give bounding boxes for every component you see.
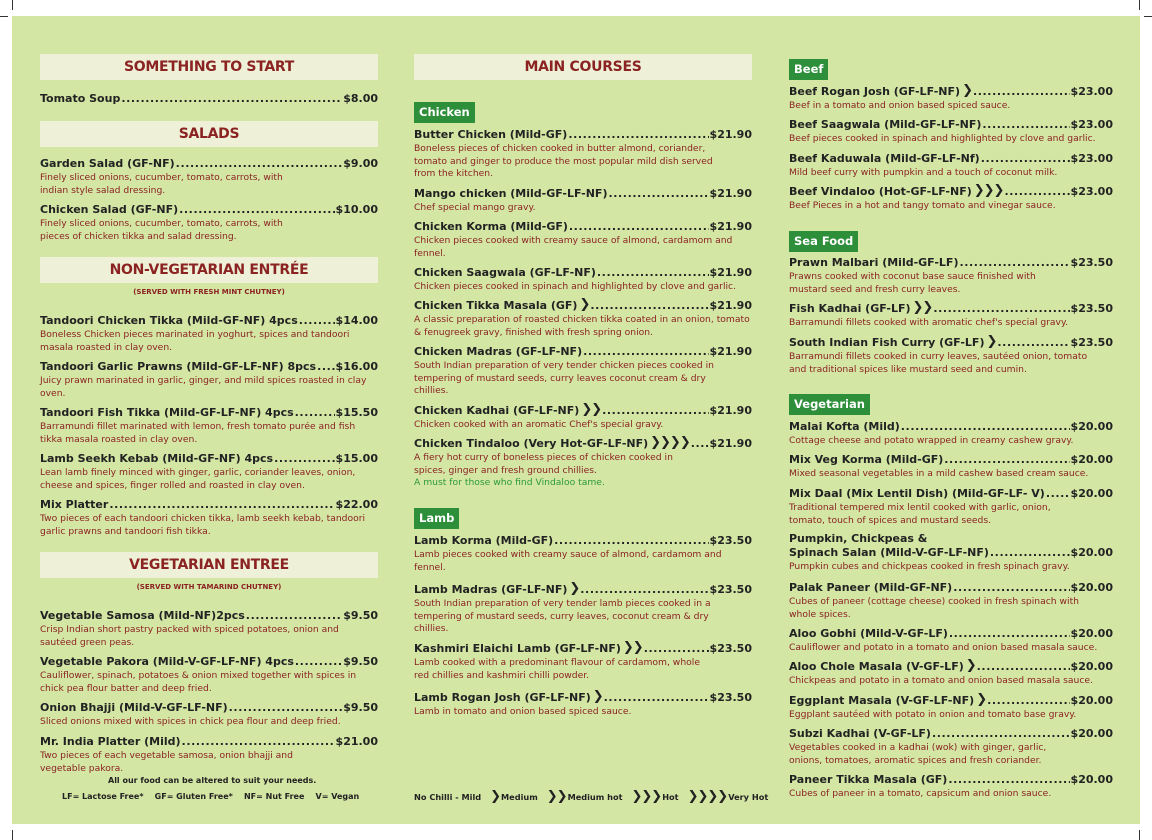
crop-mark: [1139, 0, 1140, 10]
item-description: Cauliflower and potato in a tomato and onion based masala sauce.: [789, 642, 1098, 653]
item-price: $20.00: [1070, 453, 1113, 466]
item-description: Mixed seasonal vegetables in a mild cashew based cream sauce.: [789, 468, 1089, 479]
menu-item-chicken-madras: [414, 345, 752, 398]
item-name: Spinach Salan (Mild-V-GF-LF-NF): [789, 546, 989, 559]
item-name: Butter Chicken (Mild-GF): [414, 128, 568, 141]
item-name: Chicken Korma (Mild-GF): [414, 220, 568, 233]
item-price: $16.00: [335, 360, 378, 373]
menu-item-seekh-kebab: [40, 452, 378, 492]
item-description: South Indian preparation of very tender lamb pieces cooked in a tempering of mustard seeds, curry leaves, coconut cream & dry chillies.: [414, 598, 711, 634]
item-price: $20.00: [1070, 627, 1113, 640]
item-description: Mild beef curry with pumpkin and a touch of coconut milk.: [789, 167, 1058, 178]
item-price: $9.50: [343, 701, 378, 714]
menu-item-chicken-saagwala: [414, 266, 752, 294]
item-price: $23.50: [1070, 336, 1113, 349]
item-name: Palak Paneer (Mild-GF-NF): [789, 581, 953, 594]
item-name: Vegetable Pakora (Mild-V-GF-LF-NF) 4pcs: [40, 655, 294, 668]
menu-item-fish-kadhai: [789, 302, 1113, 330]
item-description: Chicken cooked with an aromatic Chef's special gravy.: [414, 419, 664, 430]
item-price: $23.50: [709, 534, 752, 547]
menu-item-malai-kofta: [789, 420, 1113, 448]
item-name: Chicken Salad (GF-NF): [40, 203, 179, 216]
item-name: Beef Rogan Josh (GF-LF-NF): [789, 85, 961, 98]
item-name: Mango chicken (Mild-GF-LF-NF): [414, 187, 608, 200]
menu-item-lamb-rogan-josh: [414, 691, 752, 719]
chili-icon: ❯: [569, 581, 580, 596]
item-description: Beef in a tomato and onion based spiced sauce.: [789, 100, 1011, 111]
menu-item-chicken-tindaloo: [414, 437, 752, 490]
item-name: Fish Kadhai (GF-LF): [789, 302, 911, 315]
chili-icon: ❯: [962, 83, 972, 98]
crop-mark: [1144, 16, 1152, 17]
item-description: Cottage cheese and potato wrapped in creamy cashew gravy.: [789, 435, 1074, 446]
legend-hot: Hot: [662, 792, 679, 802]
menu-item-veg-samosa: [40, 609, 378, 649]
item-name: Garden Salad (GF-NF): [40, 157, 175, 170]
item-name: Malai Kofta (Mild): [789, 420, 900, 433]
menu-item-veg-pakora: [40, 655, 378, 695]
item-description: Sliced onions mixed with spices in chick pea flour and deep fried.: [40, 716, 341, 727]
menu-item-mix-daal: [789, 487, 1113, 527]
menu-item-subzi-kadhai: [789, 727, 1113, 767]
section-subtitle: (SERVED WITH FRESH MINT CHUTNEY): [133, 288, 285, 296]
item-description: Eggplant sautéed with potato in onion and tomato base gravy.: [789, 709, 1077, 720]
section-banner-nonveg: NON-VEGETARIAN ENTRÉE: [40, 257, 378, 283]
chili-icon: ❯: [592, 689, 603, 704]
menu-item-prawn-malbari: [789, 256, 1113, 296]
item-price: $14.00: [335, 314, 378, 327]
item-description: Prawns cooked with coconut base sauce finished with mustard seed and fresh curry leaves.: [789, 271, 1036, 295]
item-description: Chicken pieces cooked with creamy sauce of almond, cardamom and fennel.: [414, 235, 733, 259]
item-name: Chicken Kadhai (GF-LF-NF): [414, 404, 580, 417]
crop-mark: [12, 830, 13, 840]
item-price: $23.00: [1070, 152, 1113, 165]
item-description: Cauliflower, spinach, potatoes & onion mixed together with spices in chick pea flour batter and deep fried.: [40, 670, 357, 694]
item-name: Prawn Malbari (Mild-GF-LF): [789, 256, 959, 269]
item-description: South Indian preparation of very tender chicken pieces cooked in tempering of mustard seeds, curry leaves coconut cream & dry chillies.: [414, 360, 715, 396]
chili-icon: ❯❯: [622, 640, 643, 655]
item-name: Mr. India Platter (Mild): [40, 735, 181, 748]
item-description: Lamb in tomato and onion based spiced sauce.: [414, 706, 632, 717]
item-price: $21.90: [709, 266, 752, 279]
item-price: $8.00: [343, 92, 378, 105]
item-price: $21.90: [709, 299, 752, 312]
item-price: $9.00: [343, 157, 378, 170]
item-description: Barramundi fillet marinated with lemon, fresh tomato purée and fish tikka masala roasted in clay oven.: [40, 421, 356, 445]
chili-icon: ❯❯❯❯: [687, 789, 728, 804]
item-price: $21.90: [709, 437, 752, 450]
item-description: Chicken pieces cooked in spinach and highlighted by clove and garlic.: [414, 281, 737, 292]
chili-icon: ❯: [986, 334, 997, 349]
item-name: Mix Veg Korma (Mild-GF): [789, 453, 944, 466]
chili-icon: ❯: [976, 692, 987, 707]
menu-item-fish-curry: [789, 336, 1113, 376]
category-tag-seafood: Sea Food: [789, 231, 858, 252]
category-tag-vegetarian: Vegetarian: [789, 394, 870, 415]
item-name: Beef Kaduwala (Mild-GF-LF-Nf): [789, 152, 980, 165]
item-name: Tandoori Chicken Tikka (Mild-GF-NF) 4pcs: [40, 314, 298, 327]
item-name: Aloo Gobhi (Mild-V-GF-LF): [789, 627, 948, 640]
item-price: $21.90: [709, 404, 752, 417]
chili-icon: ❯❯❯: [631, 789, 662, 804]
section-banner-start: SOMETHING TO START: [40, 54, 378, 80]
crop-mark: [12, 0, 13, 10]
item-price: $21.00: [335, 735, 378, 748]
item-description: Boneless pieces of chicken cooked in butter almond, coriander, tomato and ginger to produce the most popular mild dish served from the kitchen.: [414, 143, 713, 179]
menu-item-onion-bhajji: [40, 701, 378, 729]
item-price: $20.00: [1070, 727, 1113, 740]
footer-dietary-key: LF= Lactose Free* GF= Gluten Free* NF= Nut Free V= Vegan: [62, 792, 360, 801]
item-price: $23.50: [709, 691, 752, 704]
legend-very-hot: Very Hot: [728, 792, 769, 802]
item-name: Vegetable Samosa (Mild-NF)2pcs: [40, 609, 245, 622]
item-description: Crisp Indian short pastry packed with spiced potatoes, onion and sautéed green peas.: [40, 624, 339, 648]
crop-mark: [1139, 830, 1140, 840]
item-price: $15.00: [335, 452, 378, 465]
item-description: Lamb pieces cooked with creamy sauce of almond, cardamom and fennel.: [414, 549, 722, 573]
item-name: Onion Bhajji (Mild-V-GF-LF-NF): [40, 701, 228, 714]
item-name: Lamb Madras (GF-LF-NF): [414, 583, 568, 596]
menu-item-kashmiri-lamb: [414, 642, 752, 682]
item-description: Beef pieces cooked in spinach and highlighted by clove and garlic.: [789, 133, 1096, 144]
item-price: $23.50: [709, 583, 752, 596]
category-tag-lamb: Lamb: [414, 508, 459, 529]
menu-item-tomato-soup: [40, 92, 378, 106]
item-description: Barramundi fillets cooked in curry leaves, sautéed onion, tomato and traditional spices like mustard seed and cumin.: [789, 351, 1088, 375]
item-name: South Indian Fish Curry (GF-LF): [789, 336, 985, 349]
item-price: $10.00: [335, 203, 378, 216]
item-name: Chicken Tindaloo (Very Hot-GF-LF-NF): [414, 437, 649, 450]
menu-item-pumpkin-salan: [789, 532, 1113, 574]
legend-medium-hot: Medium hot: [567, 792, 623, 802]
item-description: Finely sliced onions, cucumber, tomato, carrots, with pieces of chicken tikka and salad dressing.: [40, 218, 283, 242]
item-price: $23.50: [1070, 256, 1113, 269]
menu-item-mix-veg-korma: [789, 453, 1113, 481]
item-price: $23.00: [1070, 118, 1113, 131]
chili-icon: ❯: [579, 297, 590, 312]
item-price: $21.90: [709, 220, 752, 233]
item-price: $20.00: [1070, 694, 1113, 707]
item-name: Beef Saagwala (Mild-GF-LF-NF): [789, 118, 982, 131]
menu-item-tikka-masala: [414, 299, 752, 339]
item-description: Cubes of paneer in a tomato, capsicum and onion sauce.: [789, 788, 1052, 799]
chili-legend: [414, 791, 768, 803]
menu-item-fish-tikka: [40, 406, 378, 446]
menu-item-butter-chicken: [414, 128, 752, 181]
item-price: $15.50: [335, 406, 378, 419]
chili-icon: ❯: [965, 658, 976, 673]
item-description: Lamb cooked with a predominant flavour of cardamom, whole red chillies and kashmiri chilli powder.: [414, 657, 700, 681]
menu-item-mix-platter: [40, 498, 378, 538]
item-price: $20.00: [1070, 581, 1113, 594]
item-price: $23.00: [1070, 85, 1113, 98]
menu-item-beef-vindaloo: [789, 185, 1113, 213]
item-name-line1: Pumpkin, Chickpeas &: [789, 532, 928, 545]
menu-item-garden-salad: [40, 157, 378, 197]
item-name: Subzi Kadhai (V-GF-LF): [789, 727, 931, 740]
item-price: $23.50: [1070, 302, 1113, 315]
menu-item-mango-chicken: [414, 187, 752, 215]
item-name: Beef Vindaloo (Hot-GF-LF-NF): [789, 185, 972, 198]
item-price: $23.00: [1070, 185, 1113, 198]
item-price: $9.50: [343, 609, 378, 622]
chili-icon: ❯❯: [546, 789, 567, 804]
menu-item-palak-paneer: [789, 581, 1113, 621]
item-price: $20.00: [1070, 420, 1113, 433]
item-name: Kashmiri Elaichi Lamb (GF-LF-NF): [414, 642, 621, 655]
item-name: Tandoori Garlic Prawns (Mild-GF-LF-NF) 8pcs: [40, 360, 317, 373]
item-description: Lean lamb finely minced with ginger, garlic, coriander leaves, onion, cheese and spices, finger rolled and roasted in clay oven.: [40, 467, 356, 491]
crop-mark: [0, 16, 8, 17]
item-name: Tomato Soup: [40, 92, 121, 105]
item-name: Chicken Tikka Masala (GF): [414, 299, 578, 312]
item-name: Lamb Seekh Kebab (Mild-GF-NF) 4pcs: [40, 452, 274, 465]
item-description: Barramundi fillets cooked with aromatic chef's special gravy.: [789, 317, 1069, 328]
item-price: $23.50: [709, 642, 752, 655]
chili-icon: ❯: [490, 789, 501, 804]
menu-item-beef-saagwala: [789, 118, 1113, 146]
menu-item-beef-rogan-josh: [789, 85, 1113, 113]
item-name: Mix Platter: [40, 498, 109, 511]
item-description: Two pieces of each vegetable samosa, onion bhajji and vegetable pakora.: [40, 750, 293, 774]
section-banner-veg-entree: VEGETARIAN ENTREE: [40, 552, 378, 578]
item-price: $21.90: [709, 187, 752, 200]
menu-item-india-platter: [40, 735, 378, 775]
category-tag-chicken: Chicken: [414, 102, 475, 123]
item-description: Chickpeas and potato in a tomato and onion based masala sauce.: [789, 675, 1093, 686]
item-price: $20.00: [1070, 546, 1113, 559]
item-price: $9.50: [343, 655, 378, 668]
item-description: Traditional tempered mix lentil cooked with garlic, onion, tomato, touch of spices and mustard seeds.: [789, 502, 1051, 526]
item-name: Eggplant Masala (V-GF-LF-NF): [789, 694, 975, 707]
menu-item-chicken-kadhai: [414, 404, 752, 432]
item-description: A classic preparation of roasted chicken tikka coated in an onion, tomato & fenugreek gravy, finished with fresh spring onion.: [414, 314, 750, 338]
item-description: Cubes of paneer (cottage cheese) cooked in fresh spinach with whole spices.: [789, 596, 1080, 620]
item-name: Tandoori Fish Tikka (Mild-GF-LF-NF) 4pcs: [40, 406, 294, 419]
menu-item-aloo-chole: [789, 660, 1113, 688]
item-description: Pumpkin cubes and chickpeas cooked in fresh spinach gravy.: [789, 561, 1070, 572]
item-name: Aloo Chole Masala (V-GF-LF): [789, 660, 964, 673]
section-banner-main: MAIN COURSES: [414, 54, 752, 80]
menu-item-tandoori-chicken: [40, 314, 378, 354]
item-description: Juicy prawn marinated in garlic, ginger, and mild spices roasted in clay oven.: [40, 375, 367, 399]
item-description: Boneless Chicken pieces marinated in yoghurt, spices and tandoori masala roasted in clay oven.: [40, 329, 350, 353]
item-name: Chicken Saagwala (GF-LF-NF): [414, 266, 596, 279]
footer-dietary-note: All our food can be altered to suit your needs.: [108, 776, 317, 785]
menu-item-eggplant-masala: [789, 694, 1113, 722]
item-description: Two pieces of each tandoori chicken tikka, lamb seekh kebab, tandoori garlic prawns and tandoori fish tikka.: [40, 513, 366, 537]
chili-icon: ❯❯: [912, 300, 933, 315]
menu-item-chicken-salad: [40, 203, 378, 243]
menu-item-beef-kaduwala: [789, 152, 1113, 180]
item-name: Mix Daal (Mix Lentil Dish) (Mild-GF-LF- V): [789, 487, 1045, 500]
chili-icon: ❯❯: [581, 402, 602, 417]
item-name: Lamb Rogan Josh (GF-LF-NF): [414, 691, 591, 704]
menu-item-aloo-gobhi: [789, 627, 1113, 655]
item-description: A fiery hot curry of boneless pieces of chicken cooked in spices, ginger and fresh ground chillies.: [414, 452, 673, 476]
menu-item-lamb-madras: [414, 583, 752, 636]
menu-item-paneer-tikka: [789, 773, 1113, 801]
chili-icon: ❯❯❯❯: [650, 435, 690, 450]
item-price: $20.00: [1070, 487, 1113, 500]
item-note: A must for those who find Vindaloo tame.: [414, 477, 605, 488]
legend-mild: No Chilli - Mild: [414, 792, 482, 802]
item-name: Paneer Tikka Masala (GF): [789, 773, 948, 786]
menu-item-lamb-korma: [414, 534, 752, 574]
section-banner-salads: SALADS: [40, 121, 378, 147]
chili-icon: ❯❯❯: [973, 183, 1004, 198]
section-subtitle: (SERVED WITH TAMARIND CHUTNEY): [136, 583, 282, 591]
item-price: $21.90: [709, 345, 752, 358]
legend-medium: Medium: [501, 792, 538, 802]
item-description: Chef special mango gravy.: [414, 202, 536, 213]
item-price: $22.00: [335, 498, 378, 511]
menu-item-chicken-korma: [414, 220, 752, 260]
item-price: $20.00: [1070, 660, 1113, 673]
item-price: $20.00: [1070, 773, 1113, 786]
item-name: Chicken Madras (GF-LF-NF): [414, 345, 583, 358]
category-tag-beef: Beef: [789, 59, 828, 80]
item-name: Lamb Korma (Mild-GF): [414, 534, 554, 547]
item-description: Vegetables cooked in a kadhai (wok) with ginger, garlic, onions, tomatoes, aromatic spices and fresh coriander.: [789, 742, 1047, 766]
menu-item-garlic-prawns: [40, 360, 378, 400]
item-description: Finely sliced onions, cucumber, tomato, carrots, with indian style salad dressing.: [40, 172, 283, 196]
item-description: Beef Pieces in a hot and tangy tomato and vinegar sauce.: [789, 200, 1056, 211]
menu-sheet: [12, 16, 1140, 824]
item-price: $21.90: [709, 128, 752, 141]
